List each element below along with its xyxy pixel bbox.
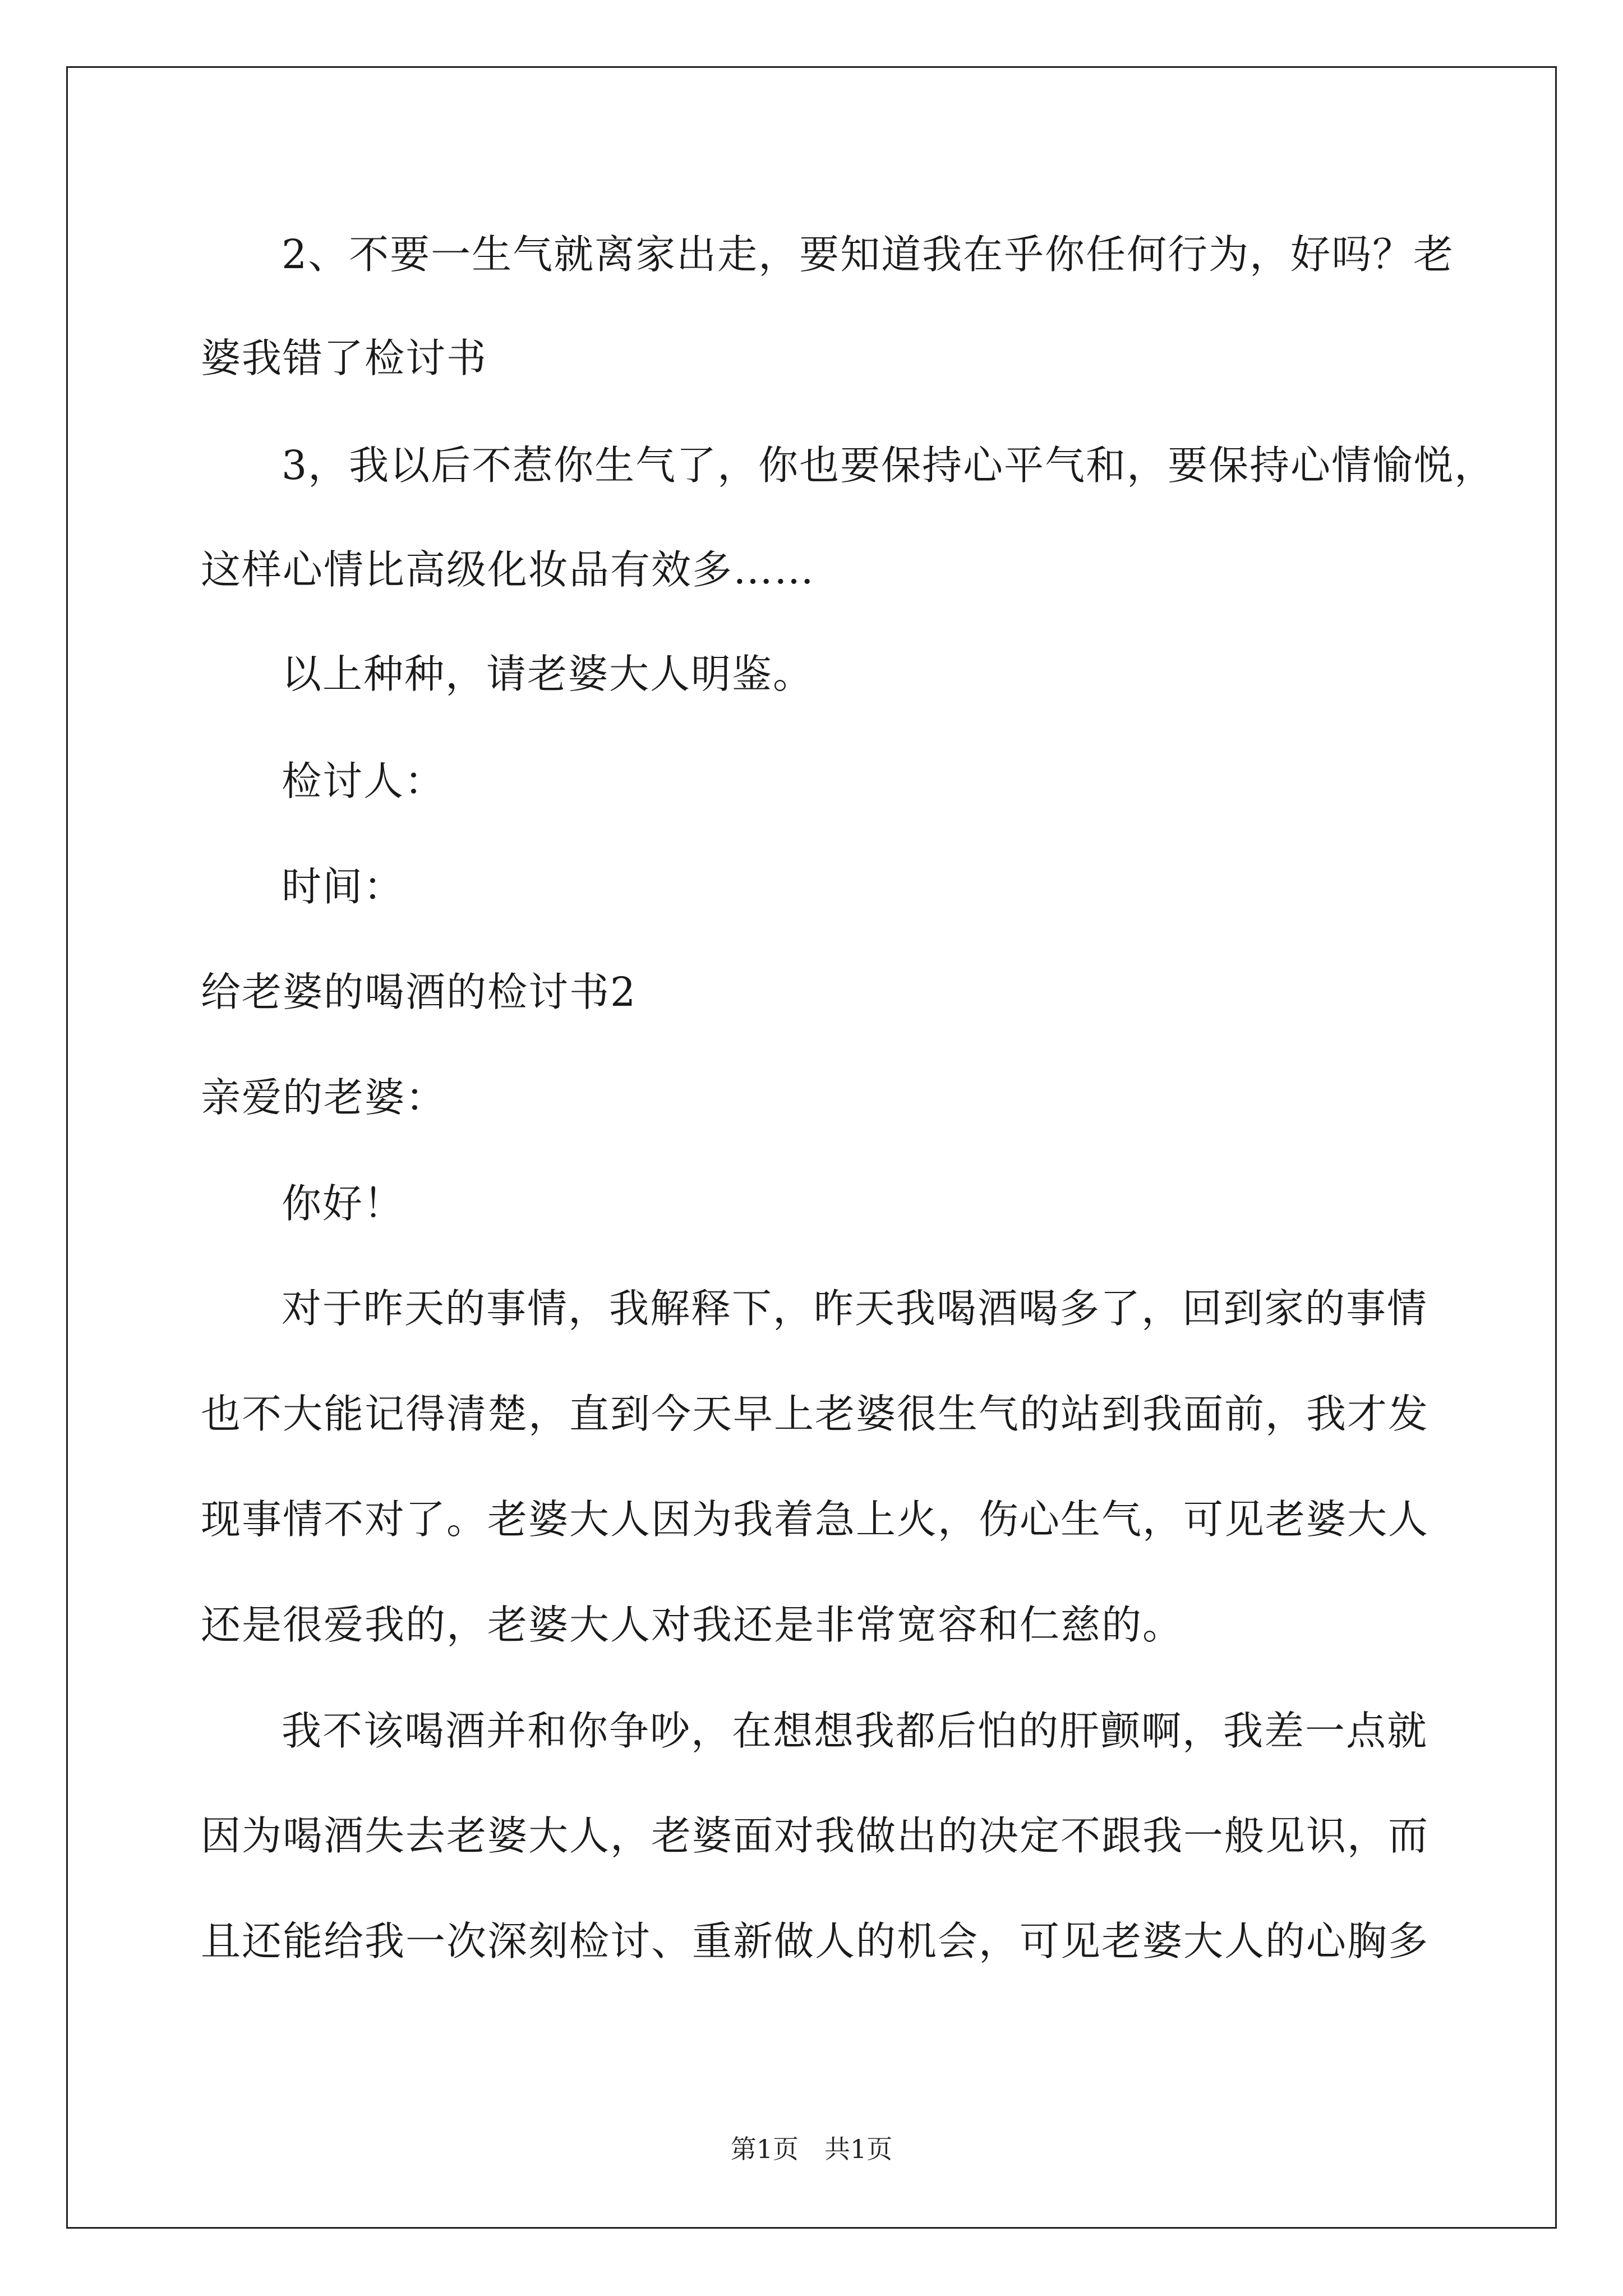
text-line: 以上种种，请老婆大人明鉴。 (282, 651, 814, 697)
text-line: 婆我错了检讨书 (201, 335, 488, 381)
text-line: 我不该喝酒并和你争吵，在想想我都后怕的肝颤啊，我差一点就 (282, 1708, 1428, 1754)
text-line: 3，我以后不惹你生气了，你也要保持心平气和，要保持心情愉悦， (282, 442, 1496, 489)
text-line: 时间： (282, 863, 405, 910)
text-line: 检讨人： (282, 758, 446, 804)
text-line: 对于昨天的事情，我解释下，昨天我喝酒喝多了，回到家的事情 (282, 1285, 1428, 1332)
text-line: 且还能给我一次深刻检讨、重新做人的机会，可见老婆大人的心胸多 (201, 1918, 1430, 1964)
text-line: 2、不要一生气就离家出走，要知道我在乎你任何行为，好吗？老 (282, 231, 1455, 278)
greeting: 你好！ (282, 1180, 405, 1227)
text-line: 因为喝酒失去老婆大人，老婆面对我做出的决定不跟我一般见识，而 (201, 1812, 1430, 1859)
text-line: 也不大能记得清楚，直到今天早上老婆很生气的站到我面前，我才发 (201, 1391, 1430, 1437)
text-line: 这样心情比高级化妆品有效多…… (201, 546, 815, 593)
salutation: 亲爱的老婆： (201, 1074, 447, 1121)
page-border (66, 66, 1557, 2229)
text-line: 还是很爱我的，老婆大人对我还是非常宽容和仁慈的。 (201, 1602, 1184, 1648)
text-line: 现事情不对了。老婆大人因为我着急上火，伤心生气，可见老婆大人 (201, 1496, 1430, 1543)
page-number: 第1页 共1页 (730, 2134, 893, 2164)
section-heading: 给老婆的喝酒的检讨书2 (201, 969, 637, 1015)
